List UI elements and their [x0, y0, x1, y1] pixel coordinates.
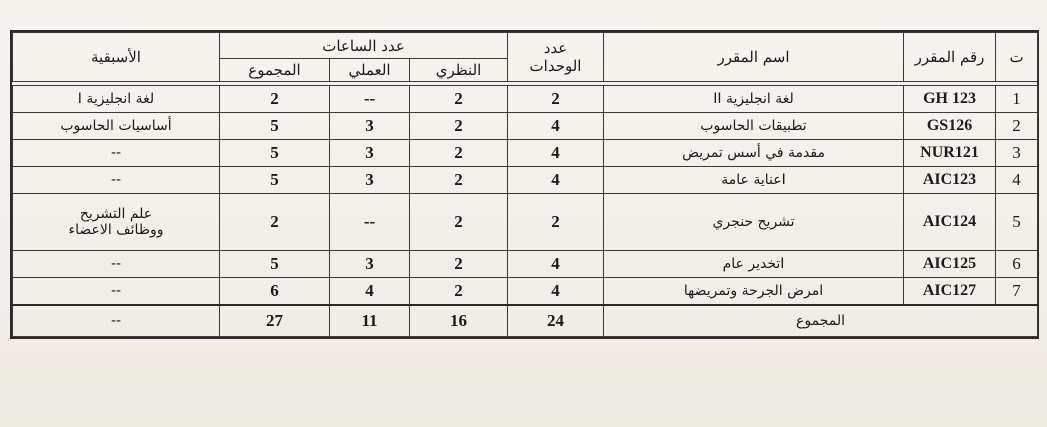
row-prerequisite: -- — [13, 278, 220, 306]
table-row — [13, 194, 1038, 251]
row-course-code: AIC123 — [904, 167, 996, 194]
units-header-line1: عدد — [543, 39, 568, 57]
col-header-theory: النظري — [410, 59, 508, 82]
totals-prerequisite: -- — [13, 305, 220, 337]
prerequisite-line2: ووظائف الاعضاء — [68, 222, 164, 238]
col-header-index: ت — [996, 33, 1038, 82]
col-header-total: المجموع — [220, 59, 330, 82]
row-index: 4 — [996, 167, 1038, 194]
row-practical: 3 — [330, 167, 410, 194]
row-prerequisite: أساسيات الحاسوب — [13, 113, 220, 140]
row-index: 2 — [996, 113, 1038, 140]
row-units: 4 — [508, 113, 604, 140]
row-theory: 2 — [410, 278, 508, 306]
prerequisite-line1: علم التشريح — [79, 206, 153, 222]
row-theory: 2 — [410, 167, 508, 194]
row-units: 2 — [508, 194, 604, 251]
row-index: 7 — [996, 278, 1038, 306]
row-total: 6 — [220, 278, 330, 306]
col-header-course-name: اسم المقرر — [604, 33, 904, 82]
table-row — [13, 140, 1038, 167]
row-total: 5 — [220, 251, 330, 278]
table-row — [13, 251, 1038, 278]
row-course-name: لغة انجليزية II — [604, 86, 904, 113]
row-units: 2 — [508, 86, 604, 113]
row-practical: 3 — [330, 113, 410, 140]
row-course-code: GH 123 — [904, 86, 996, 113]
row-total: 2 — [220, 86, 330, 113]
row-prerequisite: -- — [13, 140, 220, 167]
table-row — [13, 113, 1038, 140]
table-row — [13, 86, 1038, 113]
row-course-name: تطبيقات الحاسوب — [604, 113, 904, 140]
table-row — [13, 278, 1038, 306]
row-course-code: AIC127 — [904, 278, 996, 306]
row-course-name: تشريح حنجري — [604, 194, 904, 251]
col-header-prerequisite: الأسبقية — [13, 33, 220, 82]
units-header-line2: الوحدات — [529, 57, 582, 75]
row-total: 5 — [220, 113, 330, 140]
col-header-practical: العملي — [330, 59, 410, 82]
row-practical: 3 — [330, 140, 410, 167]
row-course-name: Iعناية عامة — [604, 167, 904, 194]
totals-row — [13, 305, 1038, 337]
row-index: 5 — [996, 194, 1038, 251]
row-total: 2 — [220, 194, 330, 251]
row-course-name: امرض الجرحة وتمريضها — [604, 278, 904, 306]
row-prerequisite — [13, 194, 220, 251]
row-course-code: AIC124 — [904, 194, 996, 251]
row-course-name: Iتخدير عام — [604, 251, 904, 278]
row-prerequisite: لغة انجليزية I — [13, 86, 220, 113]
row-prerequisite: -- — [13, 251, 220, 278]
row-course-name: مقدمة في أسس تمريض — [604, 140, 904, 167]
row-total: 5 — [220, 140, 330, 167]
row-course-code: AIC125 — [904, 251, 996, 278]
totals-total: 27 — [220, 305, 330, 337]
row-index: 1 — [996, 86, 1038, 113]
row-practical: -- — [330, 194, 410, 251]
row-total: 5 — [220, 167, 330, 194]
row-prerequisite: -- — [13, 167, 220, 194]
row-practical: -- — [330, 86, 410, 113]
row-units: 4 — [508, 251, 604, 278]
col-header-hours: عدد الساعات — [220, 33, 508, 59]
row-units: 4 — [508, 278, 604, 306]
col-header-course-code: رقم المقرر — [904, 33, 996, 82]
row-practical: 4 — [330, 278, 410, 306]
row-theory: 2 — [410, 113, 508, 140]
table-row — [13, 167, 1038, 194]
totals-units: 24 — [508, 305, 604, 337]
row-course-code: GS126 — [904, 113, 996, 140]
row-practical: 3 — [330, 251, 410, 278]
row-course-code: NUR121 — [904, 140, 996, 167]
row-index: 3 — [996, 140, 1038, 167]
row-theory: 2 — [410, 251, 508, 278]
totals-practical: 11 — [330, 305, 410, 337]
row-units: 4 — [508, 167, 604, 194]
row-index: 6 — [996, 251, 1038, 278]
row-theory: 2 — [410, 194, 508, 251]
row-theory: 2 — [410, 86, 508, 113]
row-theory: 2 — [410, 140, 508, 167]
col-header-units — [508, 33, 604, 82]
courses-table — [10, 30, 1039, 339]
row-units: 4 — [508, 140, 604, 167]
totals-theory: 16 — [410, 305, 508, 337]
totals-label: المجموع — [604, 305, 1038, 337]
header-row-1 — [13, 33, 1038, 59]
